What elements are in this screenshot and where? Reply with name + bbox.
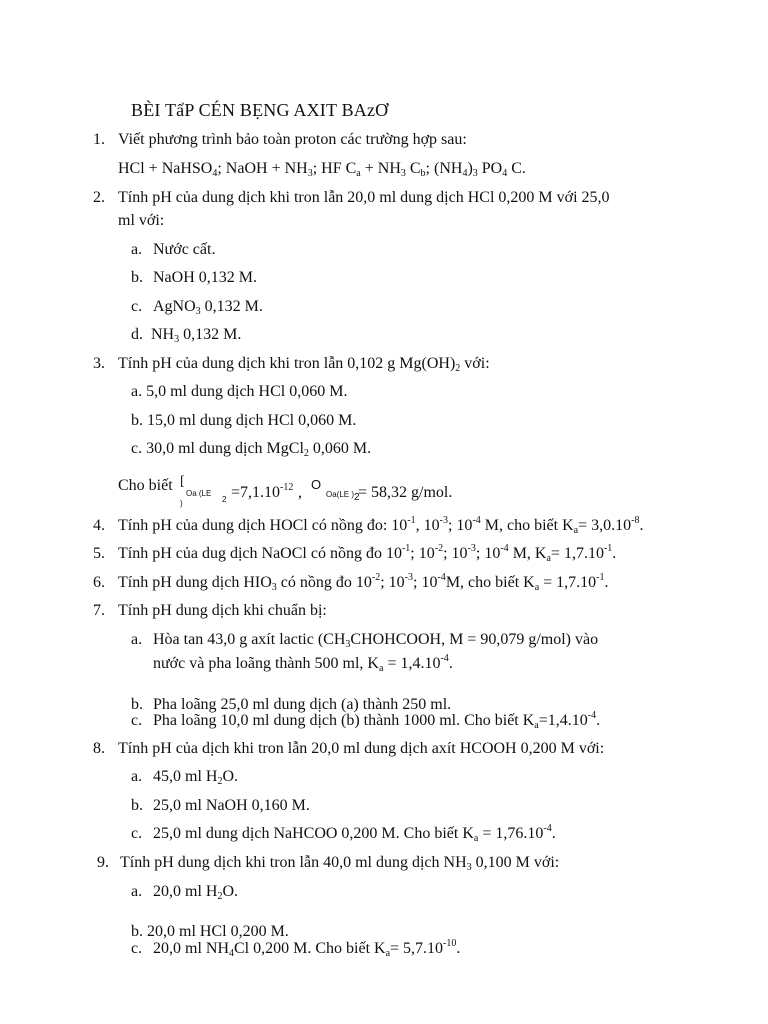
q3-option-a: a. 5,0 ml dung dịch HCl 0,060 M.	[131, 383, 348, 400]
q2-option-a-label: a.	[131, 241, 143, 258]
q2-option-b-label: b.	[131, 269, 143, 286]
question-9-number: 9.	[97, 854, 109, 871]
question-8-text: Tính pH của dịch khi tron lẫn 20,0 ml dung dịch axít HCOOH 0,200 M với:	[118, 740, 605, 757]
question-6-number: 6.	[93, 574, 105, 591]
q9-option-b: b. 20,0 ml HCl 0,200 M.	[131, 923, 289, 940]
q9-option-a: 20,0 ml $H_2O$.	[153, 883, 239, 902]
question-1-number: 1.	[93, 131, 105, 148]
question-3-number: 3.	[93, 355, 105, 372]
q7-option-b-label: b.	[131, 696, 143, 713]
q8-option-c: 25,0 ml dung dịch NaHCOO 0,200 M. Cho biết $K_a = 1,76.10^{-4}$.	[153, 823, 556, 844]
q3-given-label: Cho biết	[118, 477, 173, 494]
q3-bracket: [	[180, 474, 185, 489]
q7-option-c: Pha loãng 10,0 ml dung dịch (b) thành 1000 ml. Cho biết $K_a=1,4.10^{-4}$.	[153, 710, 601, 731]
q2-option-c: AgNO$_3$ 0,132 M.	[153, 298, 263, 317]
q2-option-b: NaOH 0,132 M.	[153, 269, 257, 286]
q9-option-c: 20,0 ml $NH_4Cl$ 0,200 M. Cho biết $K_a= 5,7.10^{-10}$.	[153, 938, 461, 959]
q3-ksp-value: $=7,1.10^{-12}$	[231, 482, 294, 501]
question-4-text: Tính pH của dung dịch HOCl có nồng đo: $10^{-1}$, $10^{-3}$; $10^{-4}$ M, cho biết $K_a= 3,0.10^{-8}$.	[118, 515, 644, 536]
q3-ksp-subscript-2: 2	[222, 495, 227, 504]
q3-ksp-subscript-paren: )	[180, 499, 183, 508]
question-7-text: Tính pH dung dịch khi chuẩn bị:	[118, 602, 327, 619]
question-4-number: 4.	[93, 517, 105, 534]
q2-option-d-label: d.	[131, 326, 143, 343]
q2-option-a: Nước cất.	[153, 241, 216, 258]
q8-option-b-label: b.	[131, 797, 143, 814]
q2-option-c-label: c.	[131, 298, 143, 315]
q8-option-a: 45,0 ml $H_2O$.	[153, 768, 239, 787]
q8-option-a-label: a.	[131, 768, 143, 785]
q9-option-a-label: a.	[131, 883, 143, 900]
question-6-text: Tính pH dung dịch $HIO_3$ có nồng đo $10^{-2}$; $10^{-3}$; $10^{-4}M$, cho biết $K_a = 1,7.10^{-1}$.	[118, 572, 609, 593]
q3-molar-subscript: Oa(LE )$_2$	[326, 490, 360, 503]
q7-option-a-label: a.	[131, 631, 143, 648]
question-1-reactions: HCl + NaHSO$_4$; NaOH + $NH_3$; HF $C_a + NH_3$ $C_b$; $(NH_4)_3$ $PO_4$ C.	[118, 160, 526, 179]
question-2-number: 2.	[93, 189, 105, 206]
question-7-number: 7.	[93, 602, 105, 619]
q3-molar-mass: = 58,32 g/mol.	[358, 484, 453, 501]
q8-option-b: 25,0 ml NaOH 0,160 M.	[153, 797, 310, 814]
q7-option-c-label: c.	[131, 712, 143, 729]
q3-option-c: c. 30,0 ml dung dịch MgCl$_2$ 0,060 M.	[131, 440, 372, 459]
question-3-text: Tính pH của dung dịch khi tron lẫn 0,102 g $Mg(OH)_2$ với:	[118, 355, 490, 374]
q8-option-c-label: c.	[131, 825, 143, 842]
q3-option-b: b. 15,0 ml dung dịch HCl 0,060 M.	[131, 412, 357, 429]
question-5-number: 5.	[93, 545, 105, 562]
q9-option-c-label: c.	[131, 940, 143, 957]
q3-ksp-subscript: Oa (LE	[186, 489, 212, 498]
q2-option-d: $NH_3$ 0,132 M.	[151, 326, 242, 345]
question-8-number: 8.	[93, 740, 105, 757]
question-5-text: Tính pH của dug dịch NaOCl có nồng đo $10^{-1}$; $10^{-2}$; $10^{-3}$; $10^{-4}$ M, $K_a= 1,7.10^{-1}$.	[118, 543, 617, 564]
question-2-text-cont: ml với:	[118, 212, 165, 229]
page-title: BÈI TẩP CÉN BẸNG AXIT BAzƠ	[131, 100, 389, 120]
question-9-text: Tính pH dung dịch khi tron lẫn 40,0 ml dung dịch $NH_3$ 0,100 M với:	[120, 854, 560, 873]
q3-comma: ,	[298, 484, 302, 501]
q3-molar-symbol: O	[311, 477, 322, 492]
question-1-text: Viết phương trình bảo toàn proton các trường hợp sau:	[118, 131, 467, 148]
q7-option-a-cont: nước và pha loãng thành 500 ml, $K_a = 1,4.10^{-4}$.	[153, 653, 453, 674]
q7-option-a: Hòa tan 43,0 g axít lactic ($CH_3CHOHCOOH$, M = 90,079 g/mol) vào	[153, 631, 599, 650]
question-2-text: Tính pH của dung dịch khi tron lẫn 20,0 ml dung dịch HCl 0,200 M với 25,0	[118, 189, 610, 206]
q7-option-b: Pha loãng 25,0 ml dung dịch (a) thành 250 ml.	[153, 696, 452, 713]
